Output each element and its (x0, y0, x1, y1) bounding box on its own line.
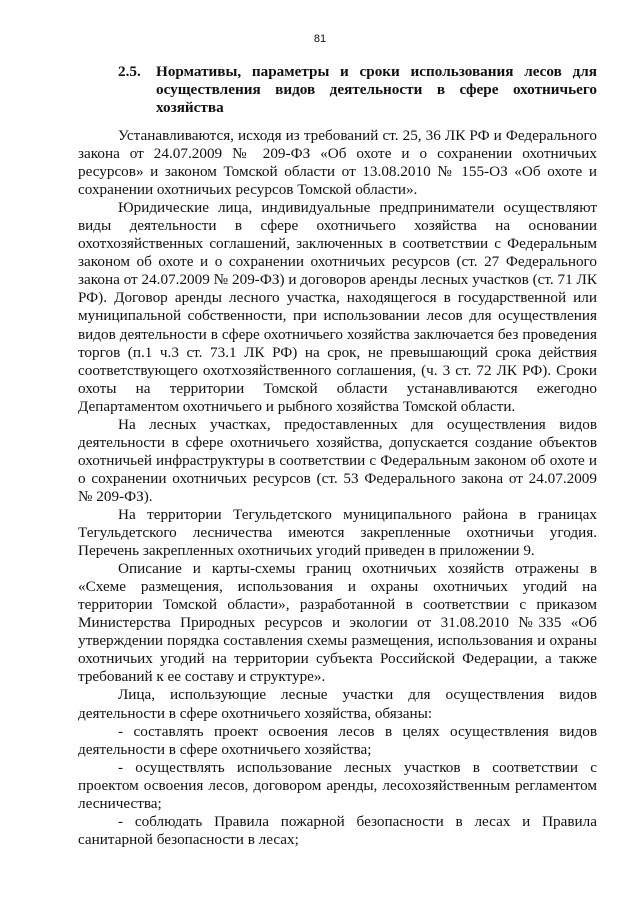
list-item: - осуществлять использование лесных участков в соответствии с проектом освоения лесов, договором аренды, лесохозяйственным регламентом лесничества; (78, 758, 597, 812)
paragraph: На территории Тегульдетского муниципального района в границах Тегульдетского лесничества имеются закрепленные охотничьи угодия. Перечень закрепленных охотничьих угодий приведен в приложении 9. (78, 505, 597, 560)
list-item: - составлять проект освоения лесов в целях осуществления видов деятельности в сфере охотничьего хозяйства; (78, 722, 597, 758)
list-item: - соблюдать Правила пожарной безопасности в лесах и Правила санитарной безопасности в лесах; (78, 812, 597, 848)
page-number: 81 (313, 33, 327, 45)
paragraph: Описание и карты-схемы границ охотничьих хозяйств отражены в «Схеме размещения, использования и охраны охотничьих угодий на территории Томской области», разработанной в соответствии с приказом Министерства Природных ресурсов и экологии от 31.08.2010 №335 «Об утверждении порядка составления схемы размещения, использования и охраны охотничьих угодий на территории субъекта Российской Федерации, а также требований к ее составу и структуре». (78, 560, 597, 686)
section-title: Нормативы, параметры и сроки использования лесов для осуществления видов деятельности в сфере охотничьего хозяйства (156, 63, 597, 116)
paragraph: На лесных участках, предоставленных для осуществления видов деятельности в сфере охотничьего хозяйства, допускается создание объектов охотничьей инфраструктуры в соответствии с Федеральным законом об охоте и о сохранении охотничьих ресурсов (ст. 53 Федерального закона от 24.07.2009 № 209-ФЗ). (78, 415, 597, 505)
document-body (78, 127, 597, 849)
paragraph: Лица, использующие лесные участки для осуществления видов деятельности в сфере охотничьего хозяйства, обязаны: (78, 686, 597, 722)
paragraph: Устанавливаются, исходя из требований ст. 25, 36 ЛК РФ и Федерального закона от 24.07.2009 № 209-ФЗ «Об охоте и о сохранении охотничьих ресурсов» и законом Томской области от 13.08.2010 № 155-ОЗ «Об охоте и сохранении охотничьих ресурсов Томской области». (78, 127, 597, 199)
section-heading (118, 63, 597, 117)
section-number: 2.5. (118, 63, 141, 80)
paragraph: Юридические лица, индивидуальные предприниматели осуществляют виды деятельности в сфере охотничьего хозяйства на основании охотхозяйственных соглашений, заключенных в соответствии с Федеральным законом об охоте и о сохранении охотничьих ресурсов (ст. 27 Федерального закона от 24.07.2009 № 209-ФЗ) и договоров аренды лесных участков (ст. 71 ЛК РФ). Договор аренды лесного участка, находящегося в государственной или муниципальной собственности, при использовании лесов для осуществления видов деятельности в сфере охотничьего хозяйства заключается без проведения торгов (п.1 ч.3 ст. 73.1 ЛК РФ) на срок, не превышающий срока действия соответствующего охотхозяйственного соглашения, (ч. 3 ст. 72 ЛК РФ). Сроки охоты на территории Томской области устанавливаются ежегодно Департаментом охотничьего и рыбного хозяйства Томской области. (78, 199, 597, 415)
